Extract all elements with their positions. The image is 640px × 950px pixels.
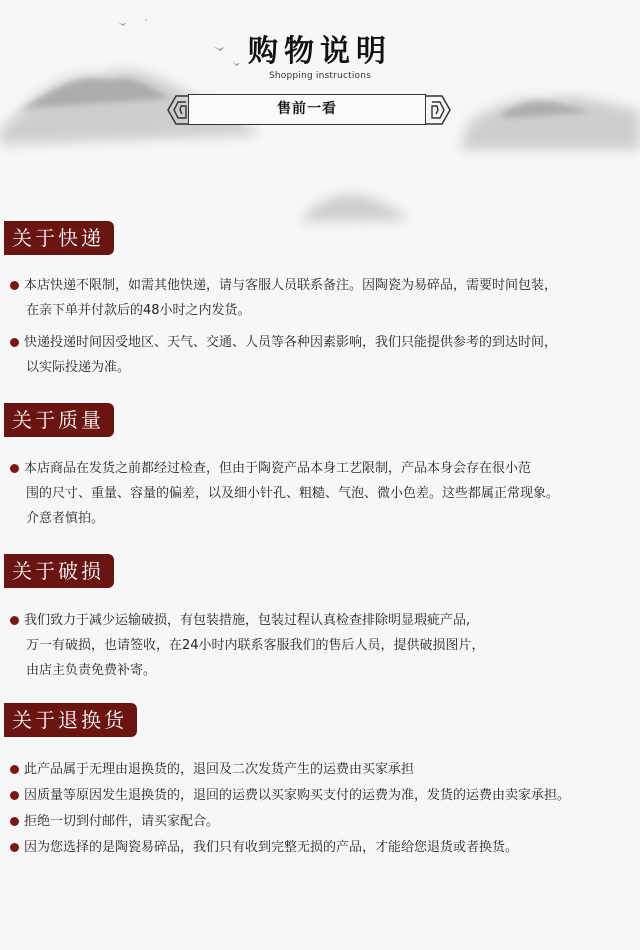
- item-text: 万一有破损，也请签收，在24小时内联系客服我们的售后人员，提供破损图片，: [26, 638, 485, 653]
- bullet-icon: [10, 765, 19, 774]
- item-text: 本店商品在发货之前都经过检查，但由于陶瓷产品本身工艺限制，产品本身会存在很小范: [24, 461, 532, 476]
- section-heading: 关于质量: [4, 403, 114, 437]
- page-header: [0, 0, 640, 180]
- item-text: 快递投递时间因受地区、天气、交通、人员等各种因素影响，我们只能提供参考的到达时间，: [24, 335, 558, 350]
- bullet-icon: [10, 281, 19, 290]
- item-text: 拒绝一切到付邮件，请买家配合。: [24, 814, 220, 829]
- list-item: [0, 456, 640, 531]
- section-items: [0, 456, 640, 538]
- list-item: [0, 273, 640, 323]
- item-text: 因质量等原因发生退换货的，退回的运费以买家购买支付的运费为准，发货的运费由卖家承担。: [24, 788, 571, 803]
- item-text: 因为您选择的是陶瓷易碎品，我们只有收到完整无损的产品，才能给您退货或者换货。: [24, 840, 519, 855]
- list-item: [0, 330, 640, 380]
- bullet-icon: [10, 817, 19, 826]
- item-text: 本店快递不限制，如需其他快递，请与客服人员联系备注。因陶瓷为易碎品，需要时间包装，: [24, 278, 558, 293]
- list-item: [0, 809, 640, 834]
- section-items: [0, 757, 640, 861]
- item-text: 以实际投递为准。: [26, 360, 131, 375]
- list-item: [0, 835, 640, 860]
- item-text: 由店主负责免费补寄。: [26, 663, 157, 678]
- page-subtitle: Shopping instructions: [268, 71, 372, 81]
- list-item: [0, 757, 640, 782]
- bullet-icon: [10, 338, 19, 347]
- item-text: 我们致力于减少运输破损，有包装措施，包装过程认真检查排除明显瑕疵产品,: [24, 613, 471, 628]
- banner-box: [188, 94, 426, 125]
- page-title: 购物说明: [248, 34, 392, 69]
- section-heading: 关于破损: [4, 554, 114, 588]
- item-text: 此产品属于无理由退换货的，退回及二次发货产生的运费由买家承担: [24, 762, 415, 777]
- bullet-icon: [10, 464, 19, 473]
- item-text: 在亲下单并付款后的48小时之内发货。: [26, 303, 251, 318]
- section-heading: 关于退换货: [4, 703, 137, 737]
- item-text: 围的尺寸、重量、容量的偏差，以及细小针孔、粗糙、气泡、微小色差。这些都属正常现象。: [26, 486, 560, 501]
- bullet-icon: [10, 791, 19, 800]
- list-item: [0, 783, 640, 808]
- bullet-icon: [10, 616, 19, 625]
- section-items: [0, 273, 640, 387]
- banner-label: 售前一看: [277, 101, 337, 117]
- list-item: [0, 608, 640, 683]
- section-heading: 关于快递: [4, 221, 114, 255]
- scroll-ornament-right-icon: [424, 92, 452, 128]
- section-items: [0, 608, 640, 690]
- item-text: 介意者慎拍。: [26, 511, 105, 526]
- bullet-icon: [10, 843, 19, 852]
